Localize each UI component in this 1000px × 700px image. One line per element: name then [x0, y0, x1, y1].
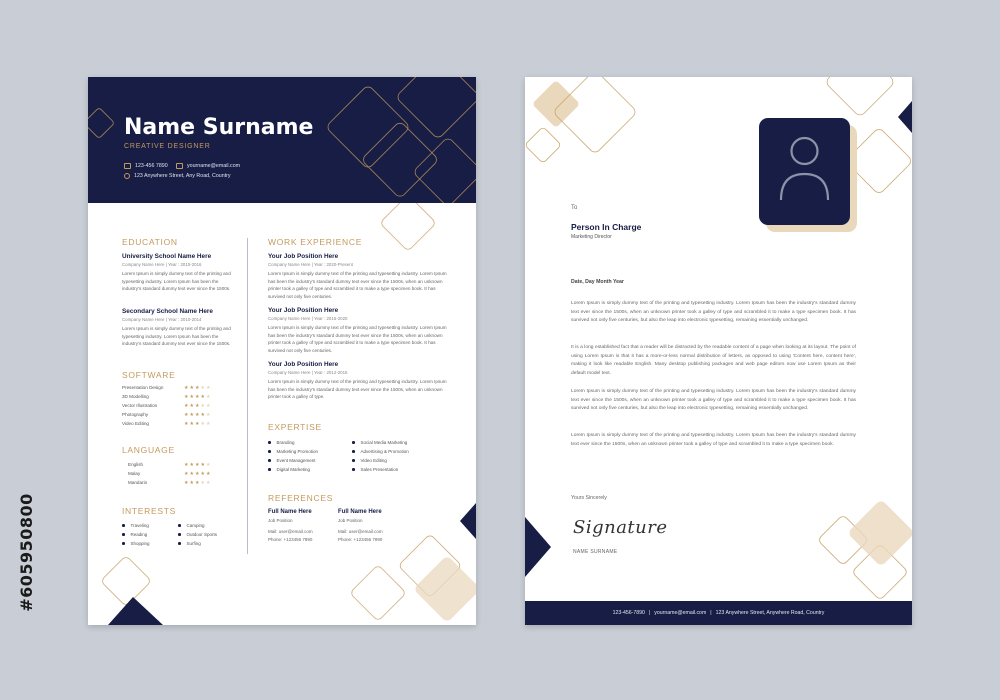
star-empty-icon: ★ — [200, 384, 206, 391]
rating-stars — [184, 471, 211, 477]
contact-phone — [124, 163, 168, 169]
language-row — [122, 478, 211, 487]
reference-entry — [338, 509, 383, 543]
education-sub: Company Name Here | Year : 2010-2014 — [122, 317, 202, 322]
job-body: Lorem Ipsum is simply dummy text of the printing and typesetting industry. Lorem Ipsum has been the industry's standard dummy text ever since the 1500s, when an unknown printer took a galley of type and scrambled it to make a type specimen book. It has survived not only five centuries. — [268, 271, 447, 299]
star-empty-icon: ★ — [205, 402, 212, 409]
cover-letter-page — [525, 77, 912, 625]
expertise-item: Marketing Promotion — [268, 447, 318, 456]
letter-date: Date, Day Month Year — [571, 279, 624, 285]
rating-stars — [184, 412, 211, 418]
interest-item: Surfing — [178, 539, 217, 548]
expertise-item: Event Management — [268, 456, 318, 465]
reference-mail: Mail: user@email.com — [268, 529, 313, 534]
star-empty-icon: ★ — [200, 479, 206, 486]
star-filled-icon: ★ — [184, 393, 190, 400]
star-filled-icon: ★ — [184, 402, 190, 409]
footer-email: yourname@email.com — [654, 610, 707, 616]
education-body: Lorem Ipsum is simply dummy text of the printing and typesetting industry. Lorem Ipsum has been the industry's standard dummy text ever since the 1500s. — [122, 271, 231, 292]
software-heading: SOFTWARE — [122, 370, 176, 380]
software-row — [122, 410, 211, 419]
reference-mail: Mail: user@email.com — [338, 529, 383, 534]
job-title: Your Job Position Here — [268, 307, 339, 314]
expertise-item: Advertising & Promotion — [352, 447, 409, 456]
star-empty-icon: ★ — [205, 479, 212, 486]
reference-position: Job Position — [268, 517, 293, 523]
software-label: Presentation Design — [122, 385, 164, 390]
star-filled-icon: ★ — [194, 384, 201, 391]
closing: Yours Sincerely — [571, 495, 607, 501]
letter-paragraph: Lorem Ipsum is simply dummy text of the printing and typesetting industry. Lorem Ipsum has been the industry's standard dummy text ever since the 1500s, when an unknown printer took a galley of type and scrambled it to make a type specimen book. It has survived not only five centuries, but also the leap into electronic typesetting, remaining essentially unchanged. — [571, 389, 856, 412]
education-sub: Company Name Here | Year : 2015-2016 — [122, 262, 202, 267]
signature: Signature — [573, 517, 668, 538]
rating-stars — [184, 394, 211, 400]
rating-stars — [184, 385, 211, 391]
email-text: yourname@email.com — [187, 163, 241, 169]
letter-footer — [525, 601, 912, 625]
column-divider — [247, 238, 248, 554]
phone-icon — [124, 163, 131, 169]
star-empty-icon: ★ — [200, 420, 206, 427]
education-title: University School Name Here — [122, 253, 212, 260]
star-filled-icon: ★ — [194, 420, 201, 427]
star-filled-icon: ★ — [189, 402, 195, 409]
job-entry — [268, 253, 448, 300]
letter-paragraph: Lorem Ipsum is simply dummy text of the printing and typesetting industry. Lorem Ipsum has been the industry's standard dummy text ever since the 1500s, when an unknown printer took a galley of type and scrambled it to make a type specimen book. — [571, 433, 856, 447]
interest-item: Shopping — [122, 539, 150, 548]
job-sub: Company Name Here | Year : 2015-2020 — [268, 316, 348, 321]
star-filled-icon: ★ — [194, 479, 201, 486]
language-heading: LANGUAGE — [122, 445, 175, 455]
expertise-item: Branding — [268, 438, 318, 447]
star-filled-icon: ★ — [200, 393, 206, 400]
interest-item: Reading — [122, 530, 150, 539]
job-body: Lorem Ipsum is simply dummy text of the printing and typesetting industry. Lorem Ipsum has been the industry's standard dummy text ever since the 1500s, when an unknown printer took a galley of type. — [268, 379, 447, 400]
person-icon — [759, 118, 850, 225]
software-label: Video Editing — [122, 421, 149, 426]
star-filled-icon: ★ — [189, 461, 195, 468]
footer-address: 123 Anywhere Street, Anywhere Road, Country — [715, 610, 825, 616]
star-empty-icon: ★ — [205, 461, 212, 468]
star-filled-icon: ★ — [194, 470, 201, 477]
reference-entry — [268, 509, 313, 543]
footer-separator: | — [648, 610, 651, 616]
education-title: Secondary School Name Here — [122, 308, 213, 315]
language-row — [122, 469, 211, 478]
star-filled-icon: ★ — [184, 461, 190, 468]
reference-position: Job Position — [338, 517, 363, 523]
reference-phone: Phone: +123456 7890 — [268, 536, 313, 542]
stock-id-label — [14, 458, 38, 646]
star-filled-icon: ★ — [189, 393, 195, 400]
star-filled-icon: ★ — [200, 470, 206, 477]
expertise-col-1 — [268, 438, 318, 474]
work-heading: WORK EXPERIENCE — [268, 237, 363, 247]
interest-item: Camping — [178, 521, 217, 530]
profile-photo — [759, 118, 850, 225]
software-row — [122, 383, 211, 392]
references-heading: REFERENCES — [268, 493, 334, 503]
job-title: Your Job Position Here — [268, 253, 339, 260]
phone-text: 123-456 7890 — [135, 163, 168, 169]
stock-id-text: #605950800 — [16, 492, 36, 612]
star-filled-icon: ★ — [189, 470, 195, 477]
expertise-heading: EXPERTISE — [268, 422, 322, 432]
star-filled-icon: ★ — [184, 479, 190, 486]
expertise-col-2 — [352, 438, 409, 474]
job-body: Lorem Ipsum is simply dummy text of the printing and typesetting industry. Lorem Ipsum has been the industry's standard dummy text ever since the 1500s, when an unknown printer took a galley of type and scrambled it to make a type specimen book. It has survived not only five centuries. — [268, 325, 447, 353]
interest-item: Outdoor Sports — [178, 530, 217, 539]
language-label: Malay — [128, 471, 141, 476]
education-heading: EDUCATION — [122, 237, 178, 247]
recipient-role: Marketing Director — [571, 234, 612, 240]
letter-paragraph: It is a long established fact that a reader will be distracted by the readable content of a page when looking at its layout. The point of using Lorem Ipsum is that it has a more-or-less normal distribution of letters, as opposed to using 'Content here, content here', making it look like readable English. Many desktop publishing packages and web page editors now use Lorem Ipsum as their default model text. — [571, 345, 856, 376]
software-row — [122, 419, 211, 428]
job-entry — [268, 307, 448, 354]
software-row — [122, 392, 211, 401]
education-item — [122, 308, 232, 348]
education-body: Lorem Ipsum is simply dummy text of the printing and typesetting industry. Lorem Ipsum has been the industry's standard dummy text ever since the 1500s. — [122, 326, 231, 347]
star-filled-icon: ★ — [189, 384, 195, 391]
interest-item: Traveling — [122, 521, 150, 530]
header-decoration — [88, 77, 476, 203]
address-text: 123 Anywhere Street, Any Road, Country — [134, 173, 231, 179]
resume-page — [88, 77, 476, 625]
job-sub: Company Name Here | Year : 2012-2015 — [268, 370, 348, 375]
star-empty-icon: ★ — [205, 393, 212, 400]
reference-name: Full Name Here — [338, 509, 382, 515]
footer-phone: 123-456-7890 — [612, 610, 645, 616]
rating-stars — [184, 421, 211, 427]
language-list — [122, 460, 211, 487]
star-filled-icon: ★ — [189, 420, 195, 427]
star-filled-icon: ★ — [200, 411, 206, 418]
mail-icon — [176, 163, 183, 169]
interests-heading: INTERESTS — [122, 506, 177, 516]
rating-stars — [184, 403, 211, 409]
star-filled-icon: ★ — [200, 461, 206, 468]
software-row — [122, 401, 211, 410]
star-filled-icon: ★ — [189, 479, 195, 486]
contact-email — [176, 163, 240, 169]
star-filled-icon: ★ — [189, 411, 195, 418]
resume-name: Name Surname — [124, 115, 314, 140]
language-row — [122, 460, 211, 469]
job-title: Your Job Position Here — [268, 361, 339, 368]
reference-phone: Phone: +123456 7890 — [338, 536, 383, 542]
software-label: 3D Modelling — [122, 394, 149, 399]
contact-address — [124, 173, 231, 179]
software-list — [122, 383, 211, 428]
to-label: To — [571, 205, 578, 211]
star-filled-icon: ★ — [194, 393, 201, 400]
star-filled-icon: ★ — [184, 420, 190, 427]
star-empty-icon: ★ — [205, 384, 212, 391]
expertise-item: Digital Marketing — [268, 465, 318, 474]
star-filled-icon: ★ — [184, 384, 190, 391]
rating-stars — [184, 480, 211, 486]
star-filled-icon: ★ — [184, 470, 190, 477]
resume-header — [88, 77, 476, 203]
star-filled-icon: ★ — [205, 470, 212, 477]
expertise-item: Social Media Marketing — [352, 438, 409, 447]
job-entry — [268, 361, 448, 401]
star-filled-icon: ★ — [184, 411, 190, 418]
location-pin-icon — [124, 173, 130, 179]
star-filled-icon: ★ — [194, 461, 201, 468]
star-filled-icon: ★ — [194, 411, 201, 418]
job-sub: Company Name Here | Year : 2020-Present — [268, 262, 353, 267]
software-label: Photography — [122, 412, 149, 417]
language-label: English — [128, 462, 144, 467]
star-empty-icon: ★ — [205, 411, 212, 418]
education-item — [122, 253, 232, 293]
recipient-name: Person In Charge — [571, 222, 642, 232]
star-filled-icon: ★ — [194, 402, 201, 409]
resume-role: CREATIVE DESIGNER — [124, 143, 211, 150]
software-label: Vector Illustration — [122, 403, 158, 408]
expertise-item: Video Editing — [352, 456, 409, 465]
signer-name: NAME SURNAME — [573, 549, 618, 555]
star-empty-icon: ★ — [205, 420, 212, 427]
star-empty-icon: ★ — [200, 402, 206, 409]
language-label: Mandarin — [128, 480, 148, 485]
interests-col-1 — [122, 521, 150, 548]
footer-separator: | — [710, 610, 712, 616]
letter-paragraph: Lorem Ipsum is simply dummy text of the printing and typesetting industry. Lorem Ipsum has been the industry's standard dummy text ever since the 1500s, when an unknown printer took a galley of type and scrambled it to make a type specimen book. It has survived not only five centuries, but also the leap into electronic typesetting, remaining essentially unchanged. — [571, 301, 856, 324]
rating-stars — [184, 462, 211, 468]
interests-col-2 — [178, 521, 217, 548]
expertise-item: Sales Presentation — [352, 465, 409, 474]
reference-name: Full Name Here — [268, 509, 312, 515]
